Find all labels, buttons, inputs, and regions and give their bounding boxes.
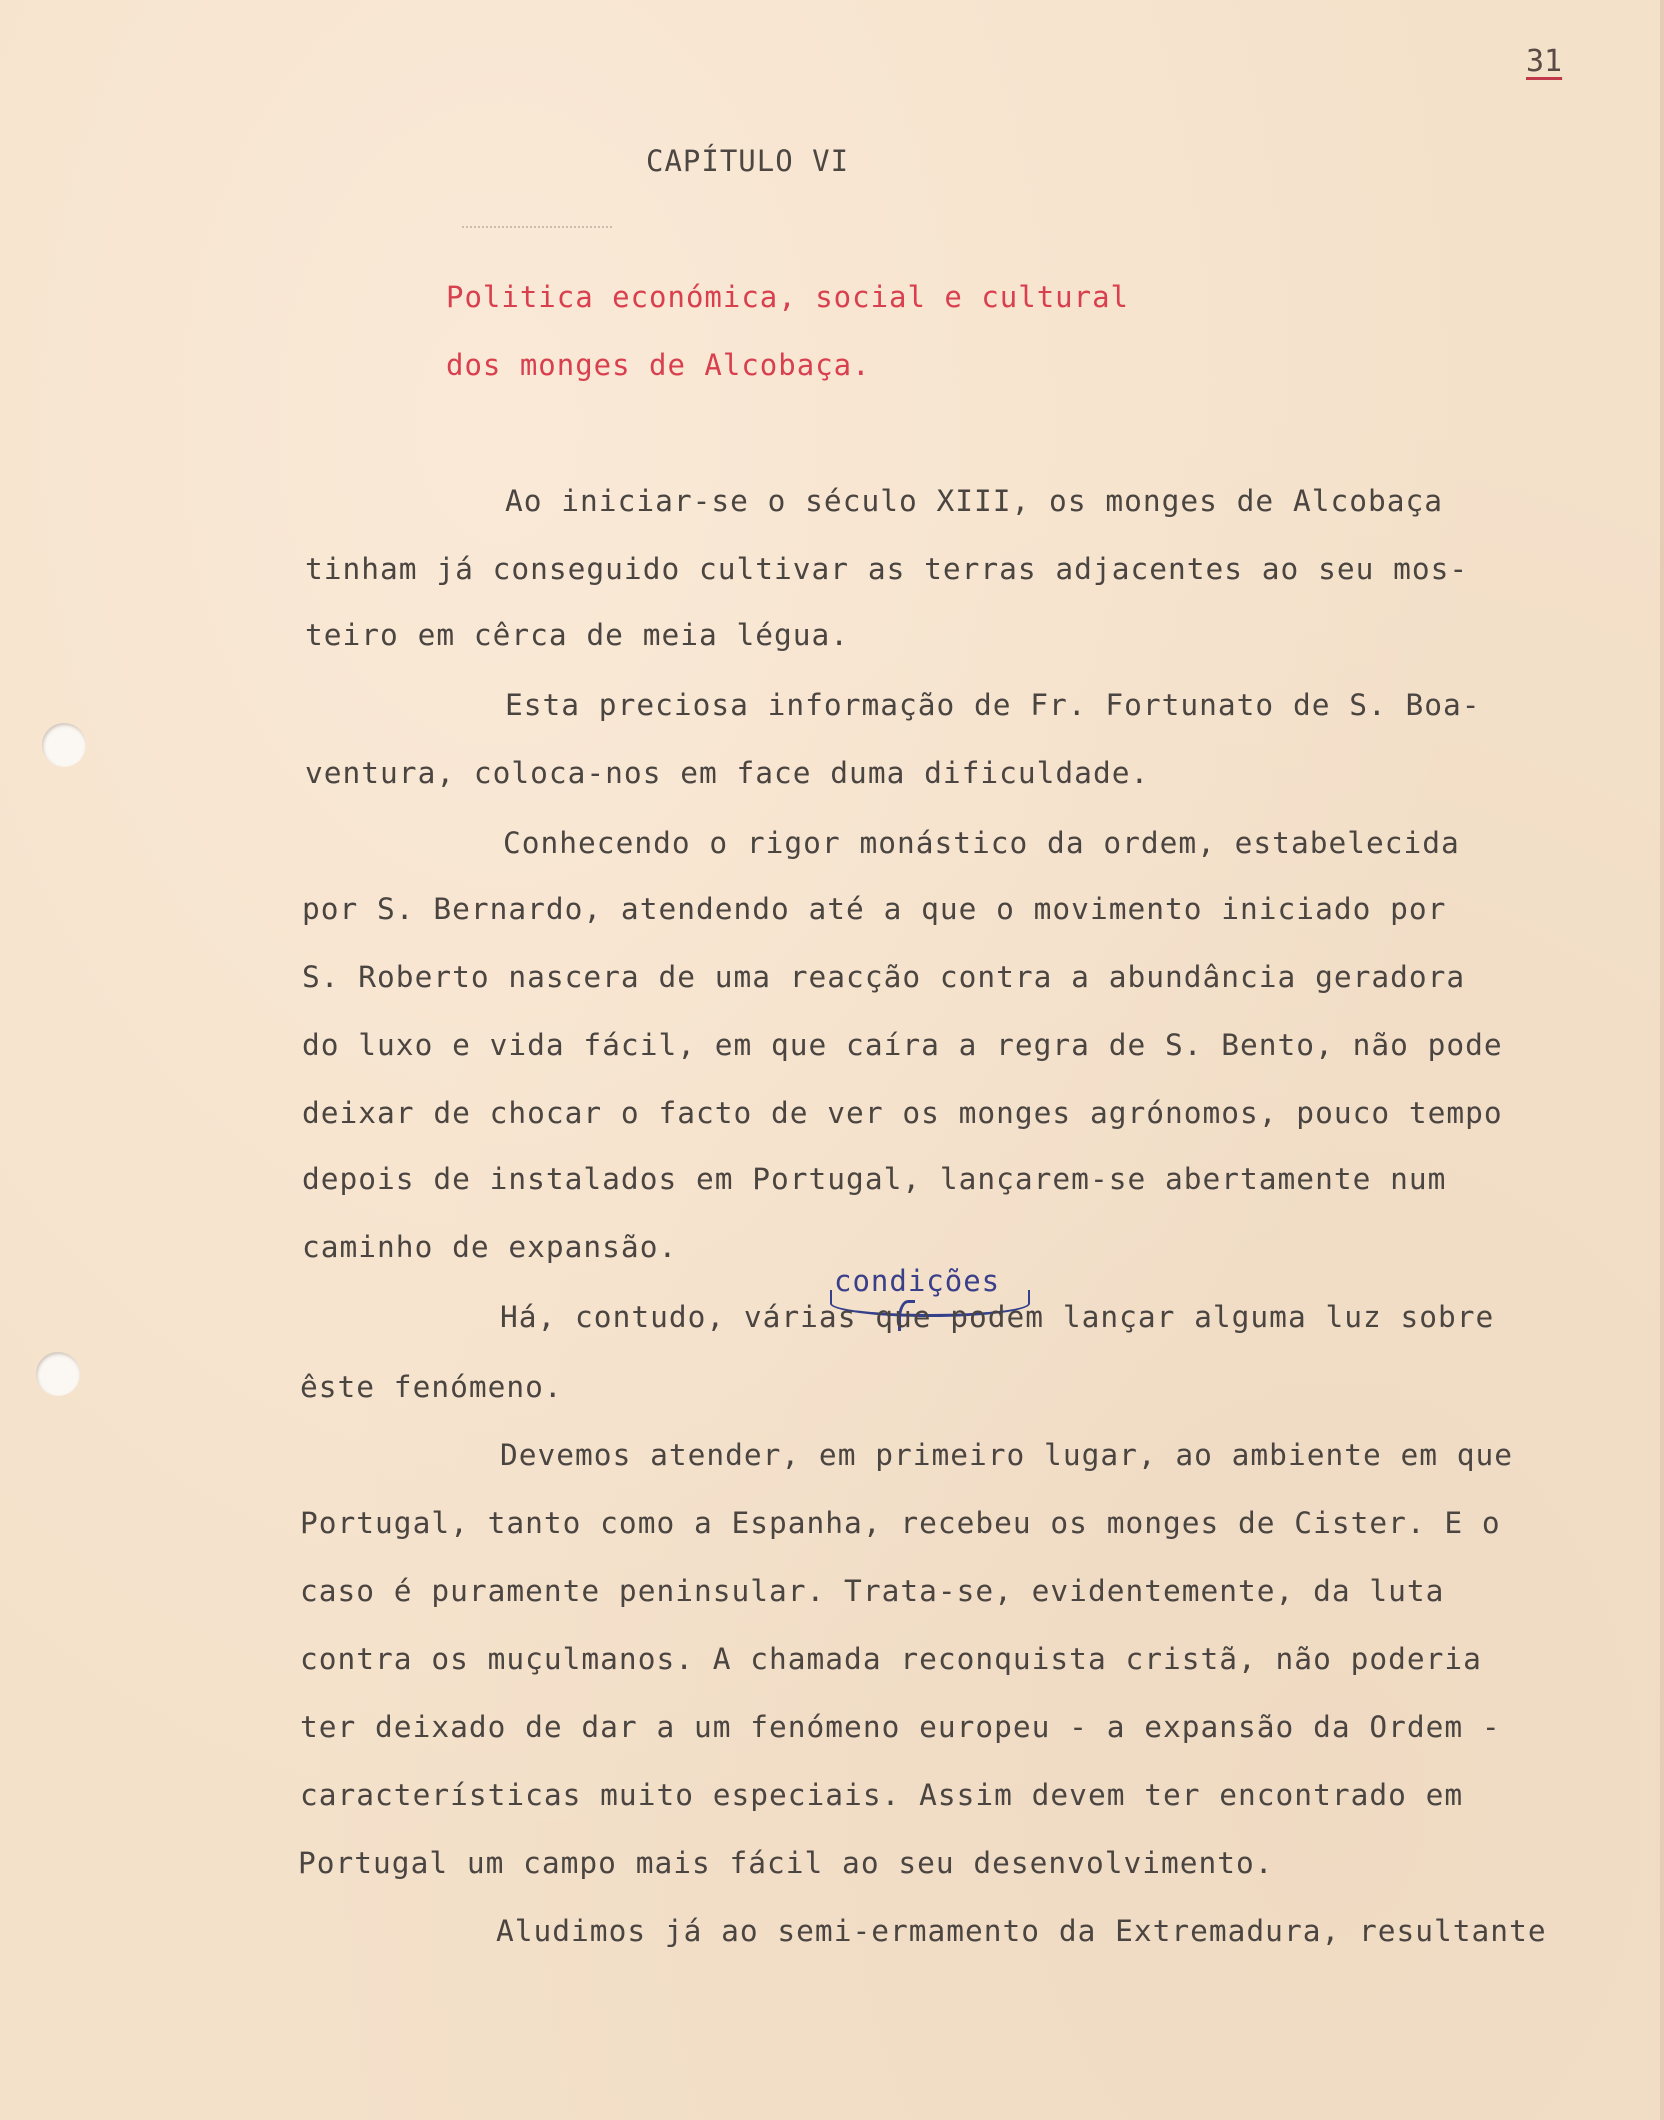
punch-hole-bottom <box>36 1352 80 1396</box>
body-line-19: ter deixado de dar a um fenómeno europeu - a expansão da Ordem - <box>300 1710 1501 1744</box>
pencil-mark <box>462 226 612 236</box>
body-line-7: por S. Bernardo, atendendo até a que o movimento iniciado por <box>302 892 1447 926</box>
body-line-8: S. Roberto nascera de uma reacção contra a abundância geradora <box>302 960 1466 994</box>
handwritten-insertion: condições <box>834 1264 1001 1298</box>
subtitle-line-1: Politica económica, social e cultural <box>446 280 1130 314</box>
chapter-title: CAPÍTULO VI <box>646 144 850 178</box>
page-edge <box>1660 0 1664 2120</box>
body-line-21: Portugal um campo mais fácil ao seu desenvolvimento. <box>298 1846 1274 1880</box>
body-line-12: caminho de expansão. <box>302 1230 678 1264</box>
body-line-6: Conhecendo o rigor monástico da ordem, estabelecida <box>503 826 1460 860</box>
subtitle-line-2: dos monges de Alcobaça. <box>446 348 871 382</box>
body-line-2: tinham já conseguido cultivar as terras adjacentes ao seu mos- <box>305 552 1469 586</box>
body-line-9: do luxo e vida fácil, em que caíra a regra de S. Bento, não pode <box>302 1028 1503 1062</box>
body-line-17: caso é puramente peninsular. Trata-se, evidentemente, da luta <box>300 1574 1445 1608</box>
body-line-11: depois de instalados em Portugal, lançarem-se abertamente num <box>302 1162 1447 1196</box>
body-line-13: Há, contudo, várias que podem lançar alguma luz sobre <box>500 1300 1495 1334</box>
body-line-10: deixar de chocar o facto de ver os monges agrónomos, pouco tempo <box>302 1096 1503 1130</box>
punch-hole-top <box>42 723 86 767</box>
body-line-20: características muito especiais. Assim devem ter encontrado em <box>300 1778 1464 1812</box>
body-line-18: contra os muçulmanos. A chamada reconquista cristã, não poderia <box>300 1642 1482 1676</box>
body-line-15: Devemos atender, em primeiro lugar, ao ambiente em que <box>500 1438 1514 1472</box>
body-line-5: ventura, coloca-nos em face duma dificuldade. <box>305 756 1150 790</box>
body-line-1: Ao iniciar-se o século XIII, os monges de Alcobaça <box>505 484 1444 518</box>
body-line-16: Portugal, tanto como a Espanha, recebeu os monges de Cister. E o <box>300 1506 1501 1540</box>
body-line-4: Esta preciosa informação de Fr. Fortunato de S. Boa- <box>505 688 1481 722</box>
body-line-22: Aludimos já ao semi-ermamento da Extremadura, resultante <box>496 1914 1547 1948</box>
body-line-14: êste fenómeno. <box>300 1370 563 1404</box>
page-number: 31 <box>1526 44 1563 79</box>
body-line-3: teiro em cêrca de meia légua. <box>305 618 850 652</box>
